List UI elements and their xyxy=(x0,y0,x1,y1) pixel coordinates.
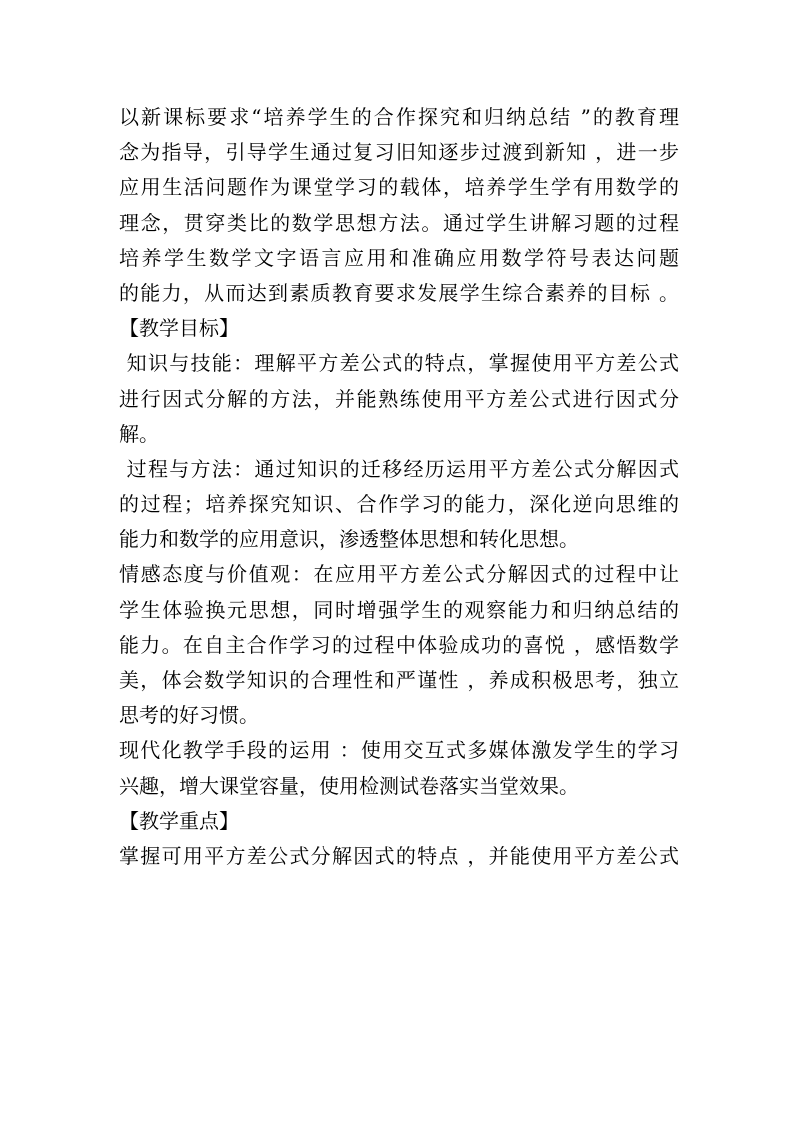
paragraph-line: 应用生活问题作为课堂学习的载体，培养学生学有用数学的 xyxy=(119,175,679,200)
section-heading: 【教学目标】 xyxy=(119,316,239,341)
paragraph-line: 知识与技能：理解平方差公式的特点，掌握使用平方差公式 xyxy=(119,351,679,376)
paragraph-line: 思考的好习惯。 xyxy=(119,703,259,728)
paragraph-line: 解。 xyxy=(119,421,159,446)
paragraph-line: 进行因式分解的方法，并能熟练使用平方差公式进行因式分 xyxy=(119,386,679,411)
document-body xyxy=(119,100,679,874)
paragraph-line: 念为指导，引导学生通过复习旧知逐步过渡到新知 ，进一步 xyxy=(119,140,679,165)
paragraph-line: 的过程；培养探究知识、合作学习的能力，深化逆向思维的 xyxy=(119,492,679,517)
paragraph-line: 情感态度与价值观：在应用平方差公式分解因式的过程中让 xyxy=(119,562,679,587)
paragraph-line: 能力和数学的应用意识，渗透整体思想和转化思想。 xyxy=(119,527,579,552)
paragraph-line: 能力。在自主合作学习的过程中体验成功的喜悦 ，感悟数学 xyxy=(119,632,679,657)
paragraph-line: 兴趣，增大课堂容量，使用检测试卷落实当堂效果。 xyxy=(119,773,579,798)
paragraph-line: 培养学生数学文字语言应用和准确应用数学符号表达问题 xyxy=(119,245,679,270)
paragraph-line: 现代化教学手段的运用 ：使用交互式多媒体激发学生的学习 xyxy=(119,738,679,763)
paragraph-line: 以新课标要求“培养学生的合作探究和归纳总结 ”的教育理 xyxy=(119,105,679,129)
section-heading: 【教学重点】 xyxy=(119,808,239,833)
paragraph-line: 掌握可用平方差公式分解因式的特点 ，并能使用平方差公式 xyxy=(119,843,679,868)
paragraph-line: 的能力，从而达到素质教育要求发展学生综合素养的目标 。 xyxy=(119,280,679,305)
paragraph-line: 学生体验换元思想，同时增强学生的观察能力和归纳总结的 xyxy=(119,597,679,622)
paragraph-line: 过程与方法：通过知识的迁移经历运用平方差公式分解因式 xyxy=(119,456,679,481)
paragraph-line: 美，体会数学知识的合理性和严谨性 ，养成积极思考，独立 xyxy=(119,668,679,692)
paragraph-line: 理念，贯穿类比的数学思想方法。通过学生讲解习题的过程 xyxy=(119,210,679,235)
